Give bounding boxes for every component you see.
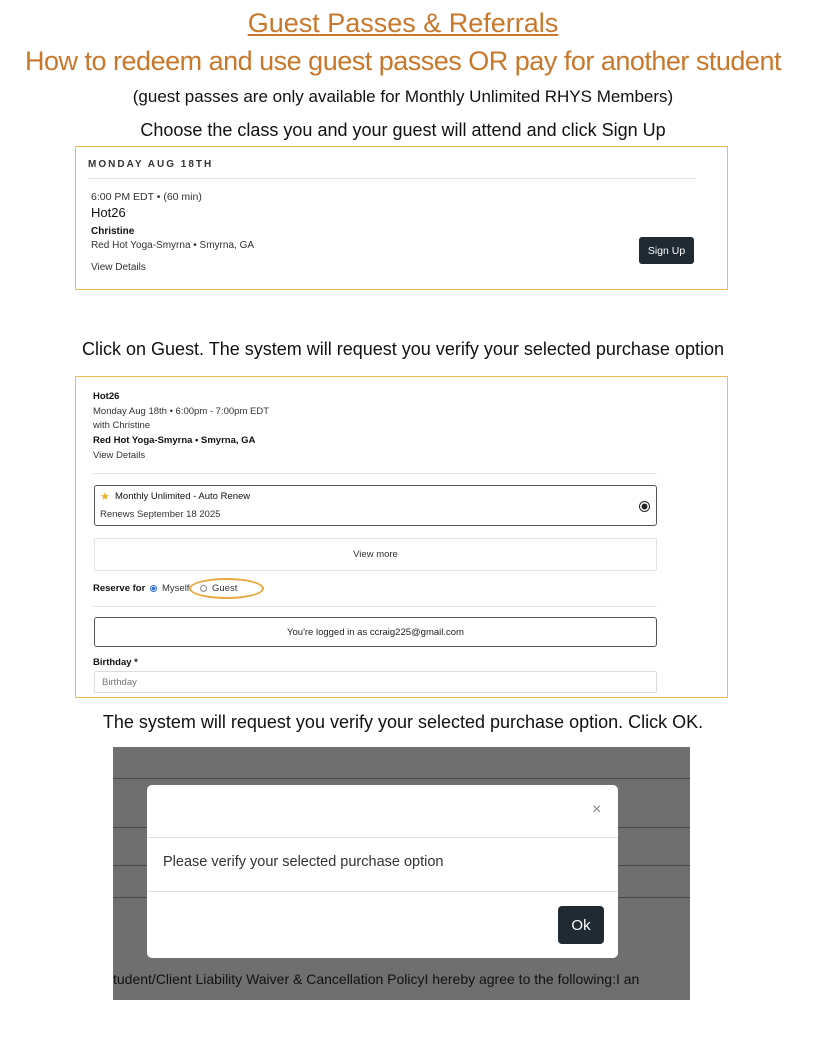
plan-name: Monthly Unlimited - Auto Renew (115, 491, 251, 502)
reserve-for-label: Reserve for (93, 583, 146, 594)
class-instructor: with Christine (93, 420, 151, 431)
divider (93, 606, 657, 607)
plan-selected-radio[interactable] (639, 501, 650, 512)
class-name: Hot26 (93, 391, 120, 402)
view-details-link[interactable]: View Details (93, 450, 146, 461)
plan-renewal: Renews September 18 2025 (100, 509, 221, 520)
availability-note: (guest passes are only available for Monthly Unlimited RHYS Members) (132, 87, 674, 106)
class-datetime: Monday Aug 18th • 6:00pm - 7:00pm EDT (93, 406, 270, 417)
birthday-input[interactable] (94, 671, 657, 693)
page-title: Guest Passes & Referrals (247, 8, 559, 38)
divider (88, 178, 696, 179)
background-divider (113, 778, 690, 779)
waiver-text: tudent/Client Liability Waiver & Cancellation PolicyI hereby agree to the following:I an (113, 971, 640, 987)
verify-message: Please verify your selected purchase option (163, 854, 444, 870)
step2-instruction: Click on Guest. The system will request you verify your selected purchase option (82, 339, 724, 359)
step3-instruction: The system will request you verify your selected purchase option. Click OK. (102, 712, 704, 732)
page-subtitle: How to redeem and use guest passes OR pay for another student (25, 46, 781, 76)
view-details-link[interactable]: View Details (91, 262, 146, 273)
view-more-button[interactable]: View more (94, 538, 657, 571)
membership-option[interactable] (94, 485, 657, 526)
class-time: 6:00 PM EDT • (60 min) (91, 191, 202, 203)
class-location: Red Hot Yoga-Smyrna • Smyrna, GA (91, 240, 255, 251)
star-icon: ★ (100, 491, 110, 503)
birthday-label: Birthday * (93, 657, 138, 668)
ok-button[interactable]: Ok (558, 906, 604, 944)
modal-divider (147, 891, 618, 892)
verify-dialog-screenshot (113, 747, 690, 1000)
step1-instruction: Choose the class you and your guest will attend and click Sign Up (140, 120, 666, 140)
class-name: Hot26 (91, 205, 126, 220)
class-location: Red Hot Yoga-Smyrna • Smyrna, GA (93, 435, 256, 446)
sign-up-button[interactable]: Sign Up (639, 237, 694, 264)
close-icon[interactable]: × (592, 801, 602, 818)
guest-option-label[interactable]: Guest (212, 583, 238, 594)
myself-option-label[interactable]: Myself (162, 583, 190, 594)
verify-purchase-modal (147, 785, 618, 958)
guest-highlight-ellipse (189, 578, 264, 599)
booking-form-panel (75, 376, 728, 698)
myself-radio[interactable] (150, 585, 157, 592)
instructor-name: Christine (91, 226, 135, 237)
divider (93, 473, 657, 474)
modal-divider (147, 837, 618, 838)
logged-in-status: You're logged in as ccraig225@gmail.com (94, 617, 657, 647)
class-schedule-panel (75, 146, 728, 290)
schedule-day-header: MONDAY AUG 18TH (88, 159, 214, 170)
